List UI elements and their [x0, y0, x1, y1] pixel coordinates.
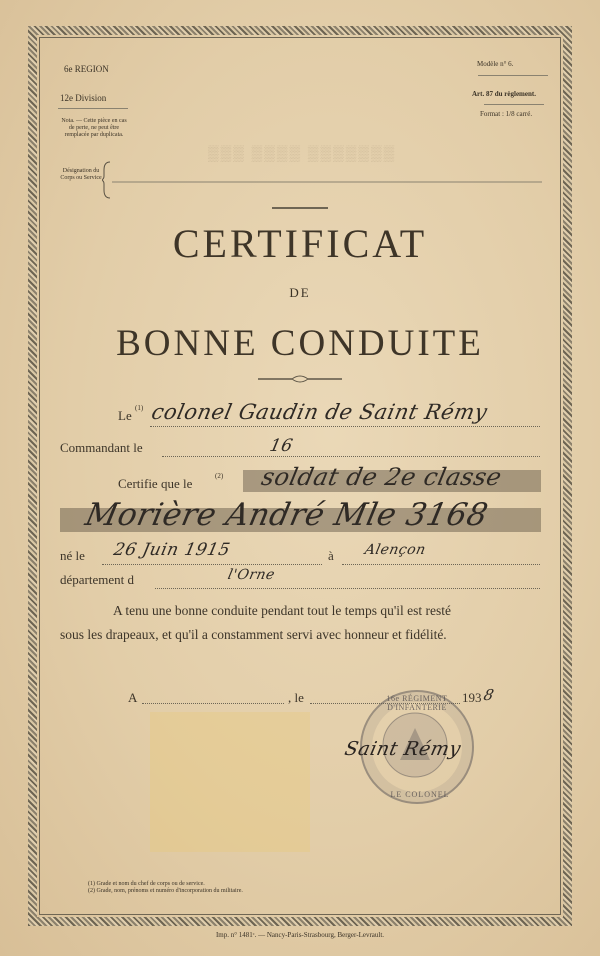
title-certificat: CERTIFICAT: [172, 221, 428, 266]
date-le-label: , le: [288, 690, 304, 705]
commander-line: [150, 426, 540, 427]
birth-place: Alençon: [363, 542, 428, 558]
printer-imprint: Imp. n° 1481ᶜ. — Nancy-Paris-Strasbourg, Berger-Levrault.: [215, 931, 385, 939]
birth-place-line: [342, 564, 540, 565]
birth-date-line: [102, 564, 322, 565]
year-hand: 8: [482, 686, 496, 704]
certifie-label: Certifie que le: [118, 476, 193, 491]
departement-line: [155, 588, 540, 589]
a-label: à: [328, 548, 334, 563]
title-ornament-top: [272, 207, 328, 209]
article-label: Art. 87 du règlement.: [472, 90, 536, 98]
note1-marker: (1): [135, 404, 144, 412]
division-label: 12e Division: [60, 93, 107, 103]
commandant-label: Commandant le: [60, 440, 143, 455]
le-label: Le: [118, 408, 132, 423]
designation-label: Désignation du Corps ou Service: [60, 168, 102, 181]
regiment-line: [162, 456, 540, 457]
designation-brace: [102, 160, 542, 200]
faded-stamp-text: ▒▒▒ ▒▒▒▒ ▒▒▒▒▒▒▒: [208, 146, 397, 162]
birth-date: 26 Juin 1915: [111, 540, 232, 560]
statement-line-2: sous les drapeaux, et qu'il a constamment servi avec honneur et fidélité.: [60, 627, 447, 642]
paper-stain: [150, 712, 310, 852]
footnote-2: (2) Grade, nom, prénoms et numéro d'incorporation du militaire.: [88, 888, 243, 894]
title-ornament-bottom: [258, 372, 342, 386]
place-line: [142, 703, 284, 704]
division-rule: [58, 108, 128, 109]
stamp-top-text: 16e RÉGIMENT D'INFANTERIE: [386, 694, 448, 712]
departement-label: département d: [60, 572, 134, 587]
departement-name: l'Orne: [226, 567, 277, 583]
nota-text: Nota. — Cette pièce en cas de perte, ne peut être remplacée par duplicata.: [61, 118, 127, 138]
ne-le-label: né le: [60, 548, 85, 563]
note2-marker: (2): [215, 472, 224, 480]
title-bonne-conduite: BONNE CONDUITE: [116, 323, 484, 364]
stamp-bottom-text: LE COLONEL: [390, 790, 450, 799]
soldier-name: Morière André Mle 3168: [82, 497, 492, 533]
footnote-1: (1) Grade et nom du chef de corps ou de service.: [88, 881, 205, 887]
place-a-label: A: [128, 690, 138, 705]
statement-line-1: A tenu une bonne conduite pendant tout le temps qu'il est resté: [113, 603, 451, 618]
soldier-grade: soldat de 2e classe: [259, 463, 505, 491]
title-de: DE: [289, 285, 311, 300]
signature: Saint Rémy: [342, 738, 463, 760]
commander-name: colonel Gaudin de Saint Rémy: [149, 400, 490, 424]
modele-rule: [478, 75, 548, 76]
year-print: 193: [462, 690, 482, 705]
regiment-number: 16: [267, 436, 295, 456]
modele-label: Modèle n° 6.: [477, 60, 514, 68]
region-label: 6e REGION: [64, 64, 109, 74]
article-rule: [484, 104, 544, 105]
format-label: Format : 1/8 carré.: [480, 110, 533, 118]
